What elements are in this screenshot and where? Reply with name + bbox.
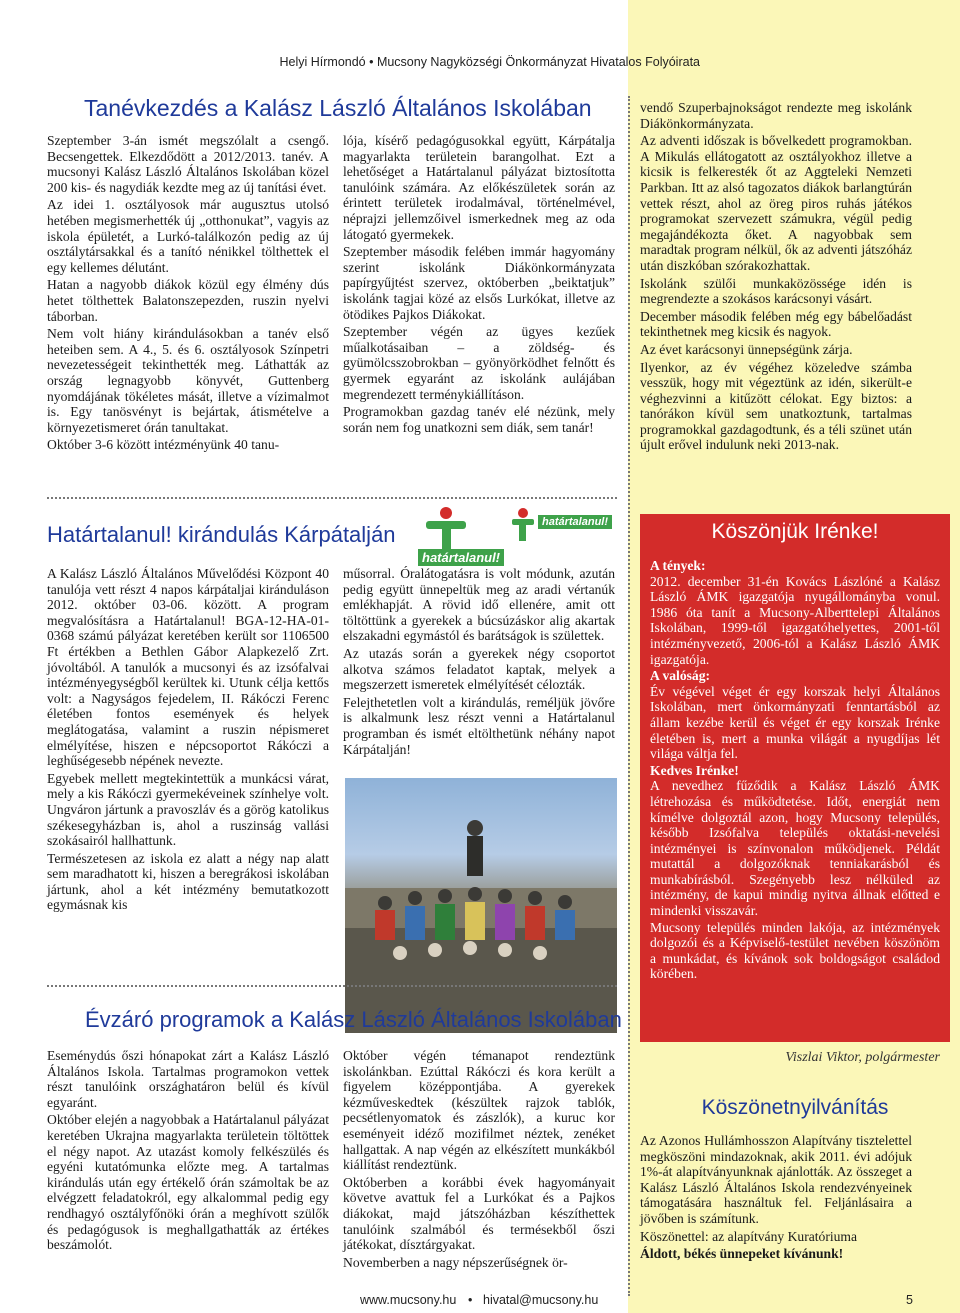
header-text: Helyi Hírmondó • Mucsony Nagyközségi Önkormányzat Hivatalos Folyóirata xyxy=(279,55,700,69)
footer-email: hivatal@mucsony.hu xyxy=(483,1293,599,1307)
block-text: 2012. december 31-én Kovács Lászlóné a Kalász László ÁMK igazgatója nyugállományba vonul. 1986 óta tanít a Mucsony-Alberttelepi Általános Iskolában, 1999-től igazgatóhelyettes, 2001-től intézményvezető, 2006-tól a Kalász László ÁMK igazgatója. xyxy=(650,573,940,667)
article2-col1 xyxy=(47,566,329,915)
thanks2-title: Köszönetnyilvánítás xyxy=(701,1096,889,1119)
footer-separator: • xyxy=(468,1293,473,1307)
article3-title: Évzáró programok a Kalász László Általános Iskolában xyxy=(85,1007,622,1032)
right-column-text xyxy=(640,100,912,455)
block-text: Mucsony település minden lakója, az intézmények dolgozói és a Képviselő-testület nevében köszönöm a munkádat, és kívánok sok boldogságot családod körében. xyxy=(650,919,940,982)
paragraph: Novemberben a nagy népszerűségnek ör- xyxy=(343,1254,568,1270)
paragraph: Ilyenkor, az év végéhez közeledve számba vesszük, hogy mit végeztünk az idén, sikerült-e véghezvinni a kitűzött célokat. Egy biztos: a tanórákon kívül sem unatkoztunk, tartalmas programokkal gazdagodtunk, és a téli szünet után újult erővel indulunk neki 2013-nak. xyxy=(640,359,912,453)
paragraph: Nem volt hiány kirándulásokban a tanév első heteiben sem. A 4., 5. és 6. osztályosok Színpetri nevezetességeit tekinthették meg. Láthatták az ország legnagyobb könyvét, Guttenberg nyomdájának tökéletes mását, illetve a vízimalmot is. Egy tanösvényt is bejártak, átismételve a környezetismeret órán tanultakat. xyxy=(47,326,329,435)
paragraph: Az évet karácsonyi ünnepségünk zárja. xyxy=(640,341,853,357)
paragraph: Az adventi időszak is bővelkedett programokban. A Mikulás ellátogatott az osztályokhoz illetve a kicsik is felkeresték őt az Aggteleki Nemzeti Parkban. Itt az alsó tagozatos diákok barlangtúrán vettek részt, ahol az öreg piros ruhás játékos programokat szervezett számukra, végül pedig megajándékozta őket. A nagyobbak sem maradtak program nélkül, ők az adventi játszóház után diszkóban szórakozhattak. xyxy=(640,133,912,273)
page-number: 5 xyxy=(906,1293,913,1307)
article1-col2 xyxy=(343,133,615,437)
block-heading: A valóság: xyxy=(650,668,711,684)
paragraph: Szeptember végén az ügyes kezűek műalkotásaiban – a zöldség- és gyümölcsszobrokban – gyönyörködhet felnőtt és gyermek egyaránt az iskolánk aulájában megrendezett terménykiállításon. xyxy=(343,324,615,402)
paragraph: Természetesen az iskola ez alatt a négy nap alatt sem maradhatott ki, hiszen a beregrákosi iskolában jártunk, ahol a két intézmény bemutatkozott egymásnak kis xyxy=(47,850,329,913)
figure-icon xyxy=(418,505,474,549)
paragraph: Hatan a nagyobb diákok közül egy élmény dús hetet tölthettek Balatonszepezden, ruszin nyelvi táborban. xyxy=(47,277,329,324)
paragraph: Az Azonos Hullámhosszon Alapítvány tisztelettel megköszöni mindazoknak, akik 2011. évi adójuk 1%-át alapítványunknak ajánlották. Az összeget a Kalász László Általános Iskola rendezvényeinek támogatására használtuk fel. Feljánlásaira a jövőben is számítunk. xyxy=(640,1133,912,1226)
thanks2-text xyxy=(640,1133,912,1264)
paragraph: Az idei 1. osztályosok már augusztus utolsó hetében megismerhették új „otthonukat”, vagyis az iskola épületét, a Lurkó-találkozón pedig az új osztálytársakkal és a tanító nénikkel tölthettek el egy kellemes délutánt. xyxy=(47,197,329,275)
footer-website: www.mucsony.hu xyxy=(360,1293,457,1307)
signature: Viszlai Viktor, polgármester xyxy=(785,1050,940,1065)
paragraph: Köszönettel: az alapítvány Kuratóriuma xyxy=(640,1228,858,1244)
article3-col2 xyxy=(343,1048,615,1272)
page-header xyxy=(0,55,700,69)
paragraph: Iskolánk szülői munkaközössége idén is megrendezte a szokásos karácsonyi vásárt. xyxy=(640,275,912,307)
paragraph: Programokban gazdag tanév elé nézünk, mely során nem fog unatkozni sem diák, sem tanár! xyxy=(343,404,615,435)
paragraph: műsorral. Óralátogatásra is volt módunk, azután pedig együtt ünnepeltük meg az aradi vértanúk emlékhapját. A rövid idő ellenére, amit ott töltöttünk a gyerekek a búcsúzáskor alig akartak elszakadni egymástól és barátságok is születtek. xyxy=(343,566,615,644)
hatartalanul-logo xyxy=(418,505,501,565)
paragraph: Egyebek mellett megtekintettük a munkácsi várat, mely a kis Rákóczi gyermekéveinek színhelye volt. Ungváron jártunk a pravoszláv és a görög katolikus székesegyházban is, ahol a ruszinság vallási szokásairól hallhattunk. xyxy=(47,770,329,849)
paragraph: Az utazás során a gyerekek négy csoportot alkotva számos feladatot kaptak, melyek a megszerzett ismeretek elmélyítését célozták. xyxy=(343,645,615,693)
block-text: Év végével véget ér egy korszak helyi Általános Iskolában, mert önkormányzati fenntartásból az állam kezébe kerül és véget ér egy korszak Irénke életében is, mert a munka világát a nyugdíjas lét világa váltja fel. xyxy=(650,683,940,762)
paragraph: Október végén témanapot rendeztünk iskolánkban. Ezúttal Rákóczi és kora került a figyelem középpontjába. A gyerekek kézműveskedtek (készültek rajzok tablók, pecsétlenyomatok és zászlók), a kuruc kor eseményeit idéző mozifilmet néztek, zenéket hallgattak. A nap végén az elkészített munkákból kiállítást rendeztünk. xyxy=(343,1048,615,1173)
thanks-box-body xyxy=(640,550,950,1042)
block-text: A nevedhez fűződik a Kalász László ÁMK létrehozása és működtetése. Időt, energiát nem kímélve dolgoztál azon, hogy Mucsony település, később Izsófalva település oktatási-nevelési intézményei is színvonalon működjenek. Példát mutattál a dolgozóknak tenniakarásból és munkabírásból. Szegényebb lesz nélküled az intézmény, de kapui mindig nyitva állnak előtted e mindenki visszavár. xyxy=(650,778,940,919)
block-heading: Kedves Irénke! xyxy=(650,762,739,778)
paragraph: Szeptember második felében immár hagyomány szerint iskolánk Diákönkormányzata papírgyűjtést szervez, októberben „beiktatjuk” iskolánk tagjai közé az elsős Lurkókat, illetve az ötödikes Pajkos Diákokat. xyxy=(343,244,615,322)
hatartalanul-logo-small xyxy=(510,507,609,546)
paragraph: December második felében még egy bábelőadást tekinthetnek meg kicsik és nagyok. xyxy=(640,308,912,340)
logo-label: határtalanul! xyxy=(538,515,612,529)
thanks-box-title: Köszönjük Irénke! xyxy=(640,514,950,550)
article2-title: Határtalanul! kirándulás Kárpátalján xyxy=(47,522,396,547)
paragraph: lója, kísérő pedagógusokkal együtt, Kárpátalja magyarlakta területein barangolhat. Ezt a lehetőséget a Határtalanul pályázat biztosította tanulóink számára. Az előkészületek során az érintett területek irodalmával, történelmével, néprajzi jellemzőivel ismerkednek meg az oda látogató gyermekek. xyxy=(343,133,615,242)
paragraph: Október elején a nagyobbak a Határtalanul pályázat keretében Ukrajna magyarlakta területein töltöttek el négy napot. Az utazást komoly felkészülés és egyéni kutatómunka előzte meg. A tartalmas kirándulás után egy értékelő órán számoltak be az elvégzett feladatokról, egy alkalommal pedig egy rendhagyó osztályfőnöki órán a meghívott szülők és pedagógusok is meghallgathatták az értékes beszámolót. xyxy=(47,1112,329,1253)
section-divider xyxy=(47,497,617,499)
logo-label: határtalanul! xyxy=(418,549,504,566)
group-photo xyxy=(345,778,617,1033)
paragraph: Október 3-6 között intézményünk 40 tanu- xyxy=(47,437,280,453)
paragraph: A Kalász László Általános Művelődési Központ 40 tanulója vett részt 4 napos kárpátaljai kiránduláson 2012. október 03-06. között. A program megvalósításra a Határtalanul! BGA-12-HA-01-0368 számú pályázat keretében került sor 1106500 Ft értékben a Bethlen Gábor Alapkezelő Zrt. jóvoltából. A tanulók a mucsonyi és az izsófalvai intézményegységből kerültek ki. Utunk célja kettős volt: a Nagyságos fejedelem, II. Rákóczi Ferenc életében fontos események és helyek meglátogatása, valamint a ruszin népismeret elmélyítése, hiszen e népcsoportot Rákóczi a leghűségesebb népének nevezte. xyxy=(47,566,329,769)
block-heading: A tények: xyxy=(650,558,706,573)
closing-wish: Áldott, békés ünnepeket kívánunk! xyxy=(640,1246,844,1262)
article1-title: Tanévkezdés a Kalász László Általános Iskolában xyxy=(84,95,592,121)
group-photo-drawing xyxy=(345,778,617,1033)
paragraph: Eseménydús őszi hónapokat zárt a Kalász László Általános Iskola. Tartalmas programokon vettek részt tanulóink országhatáron belül és kívül egyaránt. xyxy=(47,1048,329,1110)
article1-col1 xyxy=(47,133,329,455)
column-divider xyxy=(628,96,630,1296)
paragraph: Felejthetetlen volt a kirándulás, reméljük jövőre is alkalmunk lesz részt venni a Határtalanul programban és ismét eltölthetünk néhány napot Kárpátalján! xyxy=(343,694,615,757)
section-divider xyxy=(47,985,617,987)
article3-col1 xyxy=(47,1048,329,1255)
figure-icon xyxy=(510,507,536,541)
paragraph: Októberben a korábbi évek hagyományait követve avattuk fel a Lurkókat és a Pajkos diákokat, majd játszóházban készíthettek tanulóink szalmából és termésekből őszi játékokat, dísztárgyakat. xyxy=(343,1174,615,1253)
paragraph: Szeptember 3-án ismét megszólalt a csengő. Becsengettek. Elkezdődött a 2012/2013. tanév. A mucsonyi Kalász László Általános Iskolában közel 200 kis- és nagydiák kezdte meg az új tanítási évet. xyxy=(47,133,329,195)
paragraph: vendő Szuperbajnokságot rendezte meg iskolánk Diákönkormányzata. xyxy=(640,100,912,131)
article2-col2 xyxy=(343,566,615,759)
